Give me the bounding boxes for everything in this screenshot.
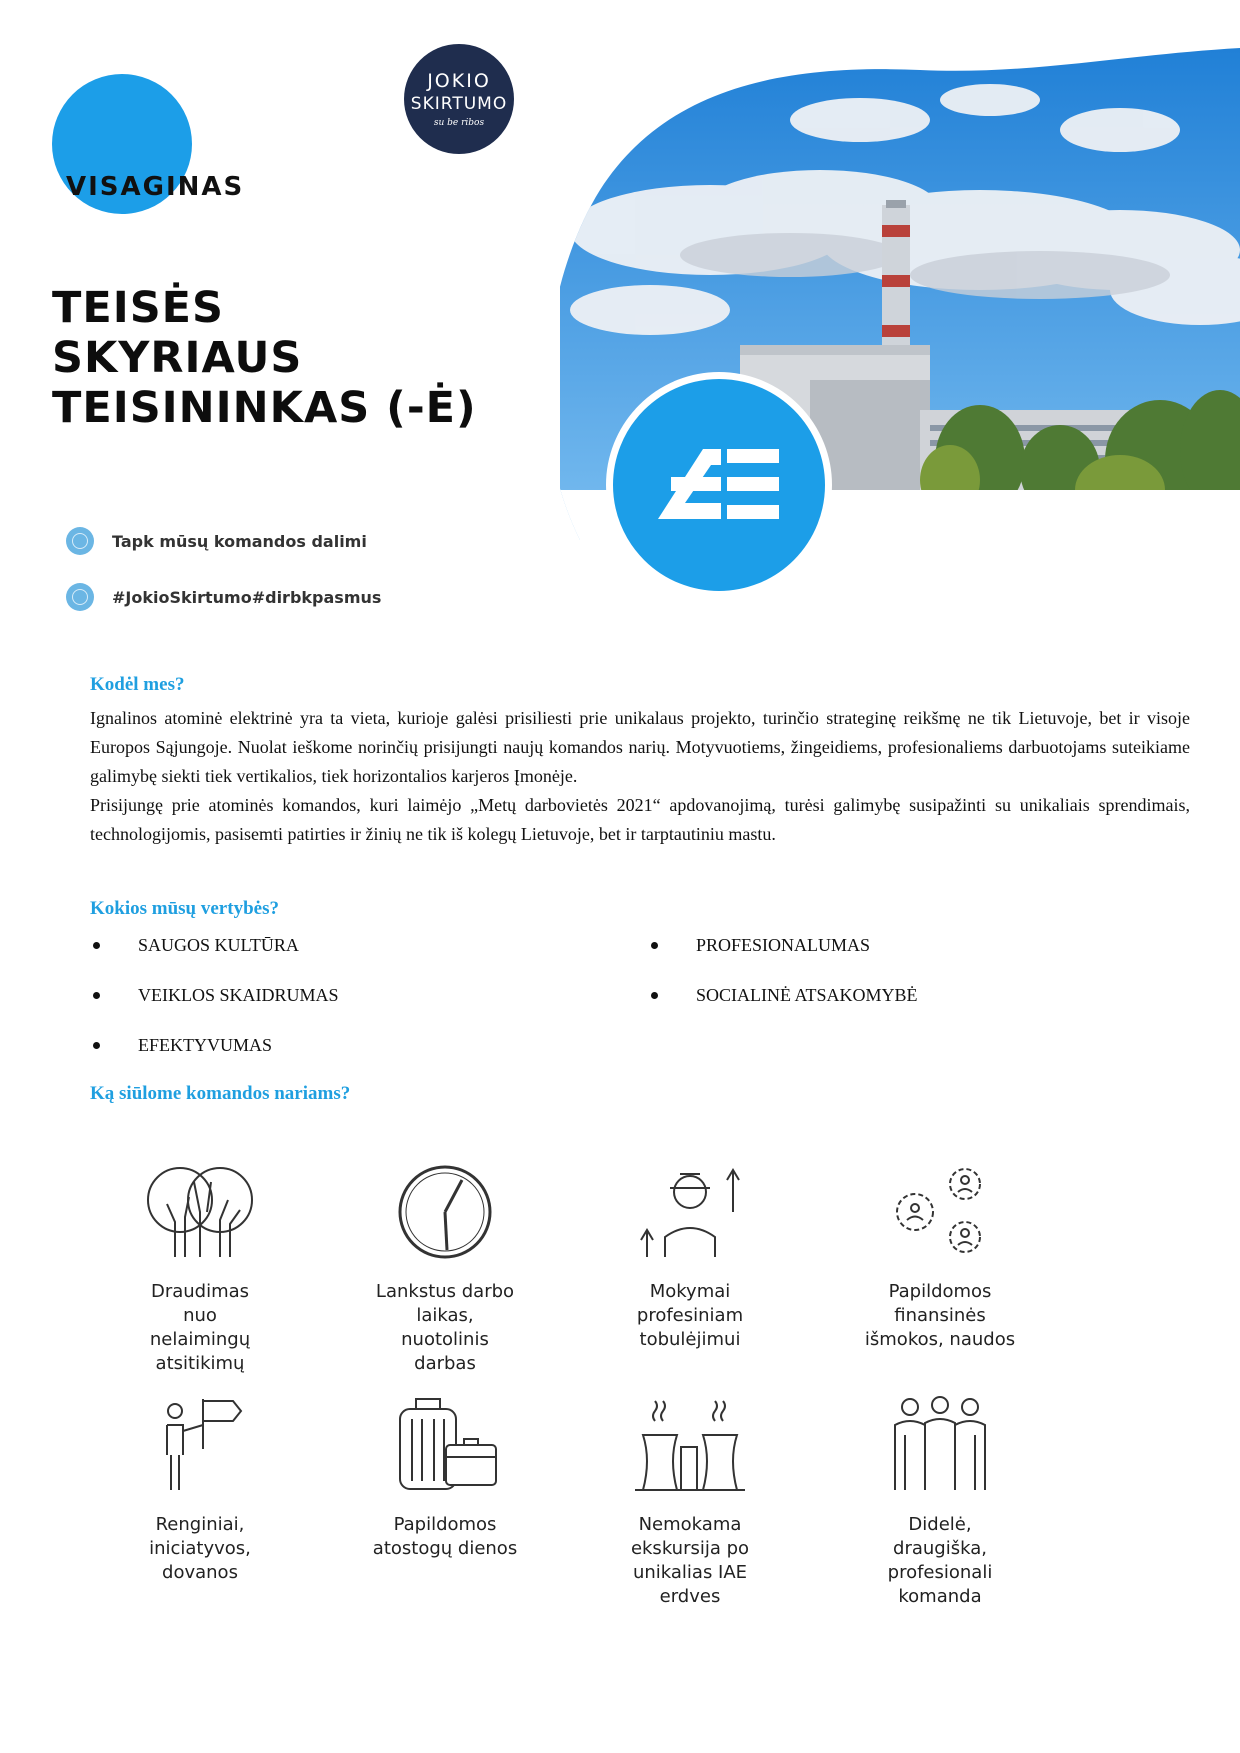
- person-flag-icon: [145, 1395, 255, 1495]
- tag-hashtags: [66, 583, 381, 611]
- why-us-paragraph: Prisijungę prie atominės komandos, kuri laimėjo „Metų darbovietės 2021“ apdovanojimą, turėsi galimybę susipažinti su unikaliais sprendimais, technologijomis, pasisemti patirties ir žinių ne tik iš kolegų Lietuvoje, bet ir tarptautiniu mastu.: [90, 795, 1190, 844]
- globe-icon: [66, 527, 94, 555]
- city-label: VISAGINAS: [66, 172, 245, 202]
- value-item: EFEKTYVUMAS: [93, 1035, 272, 1056]
- benefit-team: [840, 1395, 1040, 1609]
- bullet-icon: [93, 992, 100, 999]
- bullet-icon: [651, 942, 658, 949]
- benefit-label: Draudimas nuo nelaimingų atsitikimų: [149, 1281, 251, 1374]
- bullet-icon: [651, 992, 658, 999]
- aee-logo-circle: [606, 372, 832, 598]
- jokio-skirtumo-logo: JOKIO SKIRTUMO su be ribos: [404, 44, 514, 154]
- offer-heading: Ką siūlome komandos nariams?: [90, 1083, 351, 1104]
- clock-icon: [390, 1162, 500, 1262]
- bullet-icon: [93, 942, 100, 949]
- aee-logo-icon: [613, 379, 825, 591]
- why-us-heading: Kodėl mes?: [90, 674, 185, 695]
- tag-join-team: [66, 527, 367, 555]
- power-plant-icon: [635, 1395, 745, 1495]
- benefit-label: Mokymai profesiniam tobulėjimui: [636, 1281, 744, 1350]
- job-title-line: SKYRIAUS: [52, 333, 303, 383]
- benefit-label: Papildomos atostogų dienos: [372, 1514, 518, 1559]
- benefit-financial: [840, 1162, 1040, 1352]
- value-item: PROFESIONALUMAS: [651, 935, 870, 956]
- tag-text: #JokioSkirtumo#dirbkpasmus: [112, 587, 382, 607]
- why-us-paragraph: Ignalinos atominė elektrinė yra ta vieta, kurioje galėsi prisiliesti prie unikalaus projekto, turinčio strateginę reikšmę ne tik Lietuvoje, bet ir visoje Europos Sąjungoje. Nuolat ieškome norinčių prisijungti naujų komandos narių. Motyvuotiems, žingeidiems, profesionaliems darbuotojams suteikiame galimybę siekti tiek vertikalios, tiek horizontalios karjeros Įmonėje.: [90, 708, 1190, 786]
- worker-growth-icon: [635, 1162, 745, 1262]
- value-item: VEIKLOS SKAIDRUMAS: [93, 985, 339, 1006]
- job-title-line: TEISININKAS (-Ė): [52, 383, 477, 433]
- values-heading: Kokios mūsų vertybės?: [90, 898, 279, 919]
- raised-hands-icon: [145, 1162, 255, 1262]
- benefit-events: [100, 1395, 300, 1585]
- benefit-vacation: [345, 1395, 545, 1561]
- tag-text: Tapk mūsų komandos dalimi: [112, 531, 367, 551]
- bullet-icon: [93, 1042, 100, 1049]
- benefit-label: Papildomos finansinės išmokos, naudos: [864, 1281, 1016, 1350]
- benefit-label: Renginiai, iniciatyvos, dovanos: [149, 1514, 251, 1583]
- benefit-training: [590, 1162, 790, 1352]
- benefit-label: Lankstus darbo laikas, nuotolinis darbas: [375, 1281, 515, 1374]
- value-item: SAUGOS KULTŪRA: [93, 935, 299, 956]
- benefit-flexible-work: [345, 1162, 545, 1376]
- benefit-insurance: [100, 1162, 300, 1376]
- why-us-text: [90, 704, 1190, 849]
- job-title-line: TEISĖS: [52, 283, 225, 333]
- value-item: SOCIALINĖ ATSAKOMYBĖ: [651, 985, 918, 1006]
- globe-icon: [66, 583, 94, 611]
- luggage-icon: [390, 1395, 500, 1495]
- gears-people-icon: [885, 1162, 995, 1262]
- job-title: [52, 283, 477, 433]
- benefit-excursion: [590, 1395, 790, 1609]
- benefit-label: Didelė, draugiška, profesionali komanda: [887, 1514, 993, 1607]
- team-icon: [885, 1395, 995, 1495]
- benefit-label: Nemokama ekskursija po unikalias IAE erdves: [630, 1514, 750, 1607]
